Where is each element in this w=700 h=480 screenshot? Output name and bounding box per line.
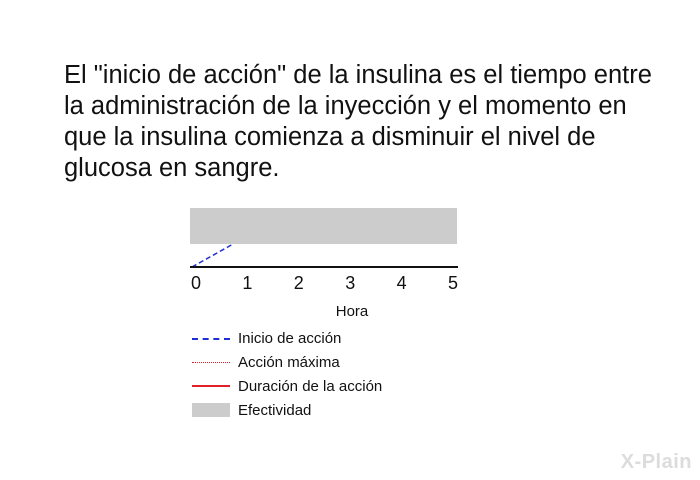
tick-label-1: 1 [242, 273, 253, 293]
legend [192, 326, 382, 422]
legend-label-duration: Duración de la acción [238, 377, 383, 395]
tick-label-3: 3 [345, 273, 356, 293]
legend-label-onset: Inicio de acción [238, 329, 342, 347]
caption-text: El "inicio de acción" de la insulina es el tiempo entre la administración de la inyección y el momento en que la insulina comienza a disminuir el nivel de glucosa en sangre. [64, 61, 652, 182]
tick-label-0: 0 [190, 273, 202, 293]
effectiveness-swatch [192, 403, 230, 417]
legend-item-onset [192, 326, 382, 350]
legend-label-peak: Acción máxima [238, 353, 340, 371]
onset-dashed-line [192, 244, 233, 267]
legend-item-effectiveness [192, 398, 382, 422]
axis-ticks [191, 273, 458, 293]
peak-swatch [192, 355, 230, 369]
tick-label-5: 5 [447, 273, 459, 293]
effectiveness-bar [190, 208, 457, 244]
axis-label: Hora [335, 303, 369, 320]
tick-label-4: 4 [396, 273, 407, 293]
legend-item-peak [192, 350, 382, 374]
duration-swatch [192, 379, 230, 393]
tick-label-2: 2 [293, 273, 304, 293]
xplain-logo: X-Plain [620, 451, 692, 473]
legend-label-effectiveness: Efectividad [238, 401, 312, 419]
legend-item-duration [192, 374, 382, 398]
onset-swatch [192, 331, 230, 345]
